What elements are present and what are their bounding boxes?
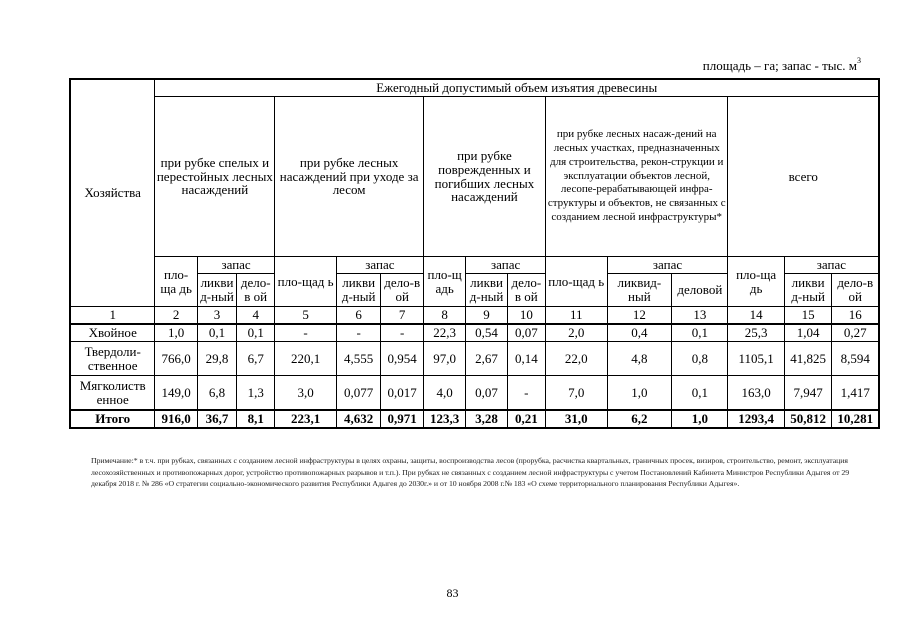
- table-cell: 8,594: [832, 342, 879, 376]
- area-header: пло-щ адь: [423, 257, 465, 307]
- farm-name: Итого: [70, 410, 155, 428]
- table-cell: 4,0: [423, 376, 465, 411]
- column-number: 7: [381, 307, 423, 325]
- table-cell: 4,632: [336, 410, 381, 428]
- table-cell: 0,1: [237, 324, 275, 342]
- table-cell: -: [275, 324, 337, 342]
- page-number: 83: [446, 586, 459, 600]
- table-cell: 0,1: [672, 376, 728, 411]
- area-header: пло-ща дь: [155, 257, 197, 307]
- column-number: 15: [784, 307, 832, 325]
- business-header: деловой: [672, 274, 728, 307]
- table-cell: 0,54: [466, 324, 507, 342]
- liquid-header: ликви д-ный: [197, 274, 236, 307]
- table-cell: 163,0: [728, 376, 784, 411]
- units-text: площадь – га; запас - тыс. м: [702, 58, 857, 73]
- column-number: 6: [336, 307, 381, 325]
- column-number: 1: [70, 307, 155, 325]
- table-cell: 29,8: [197, 342, 236, 376]
- column-number: 8: [423, 307, 465, 325]
- column-number: 10: [507, 307, 545, 325]
- table-cell: 0,1: [672, 324, 728, 342]
- business-header: дело-в ой: [832, 274, 879, 307]
- farm-name: Твердоли-ственное: [70, 342, 155, 376]
- liquid-header: ликви д-ный: [784, 274, 832, 307]
- table-cell: 0,8: [672, 342, 728, 376]
- farm-name: Хвойное: [70, 324, 155, 342]
- table-cell: 8,1: [237, 410, 275, 428]
- table-cell: 36,7: [197, 410, 236, 428]
- table-cell: 0,07: [507, 324, 545, 342]
- table-cell: -: [507, 376, 545, 411]
- group-header-care: при рубке лесных насаждений при уходе за лесом: [275, 97, 424, 257]
- table-cell: 7,947: [784, 376, 832, 411]
- table-cell: 0,954: [381, 342, 423, 376]
- table-cell: 1,0: [155, 324, 197, 342]
- table-cell: 0,21: [507, 410, 545, 428]
- column-number: 11: [545, 307, 607, 325]
- stock-header: запас: [784, 257, 879, 274]
- stock-header: запас: [607, 257, 728, 274]
- table-cell: 766,0: [155, 342, 197, 376]
- farms-header: Хозяйства: [70, 79, 155, 307]
- table-cell: 149,0: [155, 376, 197, 411]
- table-cell: 4,8: [607, 342, 672, 376]
- table-cell: 97,0: [423, 342, 465, 376]
- footnote: Примечание:* в т.ч. при рубках, связанных с созданием лесной инфраструктуры в целях охраны, защиты, воспроизводства лесов (прорубка, расчистка квартальных, граничных просек, визиров, строительство, ремонт, эксплуатация лесохозяйственных и противопожарных дорог, устройство противопожарных разрывов и т.п.). При рубках не связанных с созданием лесной инфраструктуры с учетом Постановлений Кабинета Министров Республики Адыгея от 29 декабря 2018 г. № 286 «О стратегии социально-экономического развития Республики Адыгея до 2030г.» и от 10 ноября 2008 г.№ 183 «О схеме территориального планирования Республики Адыгея».: [91, 456, 850, 489]
- table-row: [70, 342, 879, 376]
- area-header: пло-щад ь: [275, 257, 337, 307]
- table-cell: 0,27: [832, 324, 879, 342]
- column-number: 16: [832, 307, 879, 325]
- table-cell: 1,417: [832, 376, 879, 411]
- table-cell: 0,971: [381, 410, 423, 428]
- table-cell: 1,0: [607, 376, 672, 411]
- table-cell: 1105,1: [728, 342, 784, 376]
- table-cell: 220,1: [275, 342, 337, 376]
- table-cell: 6,2: [607, 410, 672, 428]
- table-cell: 22,3: [423, 324, 465, 342]
- table-row-total: [70, 410, 879, 428]
- farm-name: Мягколиств енное: [70, 376, 155, 411]
- area-header: пло-щад ь: [545, 257, 607, 307]
- column-number: 2: [155, 307, 197, 325]
- table-cell: 0,1: [197, 324, 236, 342]
- group-header-mature: при рубке спелых и перестойных лесных насаждений: [155, 97, 275, 257]
- column-number: 3: [197, 307, 236, 325]
- table-cell: 41,825: [784, 342, 832, 376]
- table-cell: 0,017: [381, 376, 423, 411]
- table-cell: 1,0: [672, 410, 728, 428]
- column-number: 4: [237, 307, 275, 325]
- group-header-damaged: при рубке поврежденных и погибших лесных насаждений: [423, 97, 545, 257]
- timber-volume-table: [69, 78, 880, 429]
- business-header: дело-в ой: [381, 274, 423, 307]
- stock-header: запас: [466, 257, 546, 274]
- table-cell: 0,077: [336, 376, 381, 411]
- table-cell: 6,8: [197, 376, 236, 411]
- table-cell: 0,4: [607, 324, 672, 342]
- table-cell: 1,3: [237, 376, 275, 411]
- table-cell: 50,812: [784, 410, 832, 428]
- table-cell: 22,0: [545, 342, 607, 376]
- area-header: пло-ща дь: [728, 257, 784, 307]
- group-header-infrastructure: при рубке лесных насаж-дений на лесных участках, предназначенных для строительства, рекон-струкции и эксплуатации объектов лесной, лесопе-рерабатывающей инфра-структуры и объектов, не связанных с созданием лесной инфраструктуры*: [545, 97, 728, 257]
- liquid-header: ликви д-ный: [336, 274, 381, 307]
- table-cell: 10,281: [832, 410, 879, 428]
- units-superscript: 3: [857, 56, 861, 65]
- table-cell: 1,04: [784, 324, 832, 342]
- table-cell: 0,07: [466, 376, 507, 411]
- table-cell: 1293,4: [728, 410, 784, 428]
- table-cell: 916,0: [155, 410, 197, 428]
- column-number: 12: [607, 307, 672, 325]
- table-cell: -: [336, 324, 381, 342]
- table-row: [70, 376, 879, 411]
- column-number: 13: [672, 307, 728, 325]
- column-number: 5: [275, 307, 337, 325]
- liquid-header: ликви д-ный: [466, 274, 507, 307]
- table-cell: 6,7: [237, 342, 275, 376]
- table-row: [70, 324, 879, 342]
- table-cell: 2,67: [466, 342, 507, 376]
- table-cell: 2,0: [545, 324, 607, 342]
- top-header: Ежегодный допустимый объем изъятия древесины: [155, 79, 879, 97]
- table-cell: 123,3: [423, 410, 465, 428]
- table-cell: 223,1: [275, 410, 337, 428]
- group-header-total: всего: [728, 97, 879, 257]
- business-header: дело-в ой: [507, 274, 545, 307]
- column-number: 14: [728, 307, 784, 325]
- business-header: дело-в ой: [237, 274, 275, 307]
- table-cell: 7,0: [545, 376, 607, 411]
- units-caption: [703, 58, 861, 74]
- table-cell: 3,28: [466, 410, 507, 428]
- liquid-header: ликвид-ный: [607, 274, 672, 307]
- table-cell: 0,14: [507, 342, 545, 376]
- column-numbers-row: [70, 307, 879, 325]
- table-cell: 31,0: [545, 410, 607, 428]
- stock-header: запас: [336, 257, 423, 274]
- table-cell: 4,555: [336, 342, 381, 376]
- stock-header: запас: [197, 257, 274, 274]
- table-cell: 3,0: [275, 376, 337, 411]
- table-cell: -: [381, 324, 423, 342]
- table-cell: 25,3: [728, 324, 784, 342]
- column-number: 9: [466, 307, 507, 325]
